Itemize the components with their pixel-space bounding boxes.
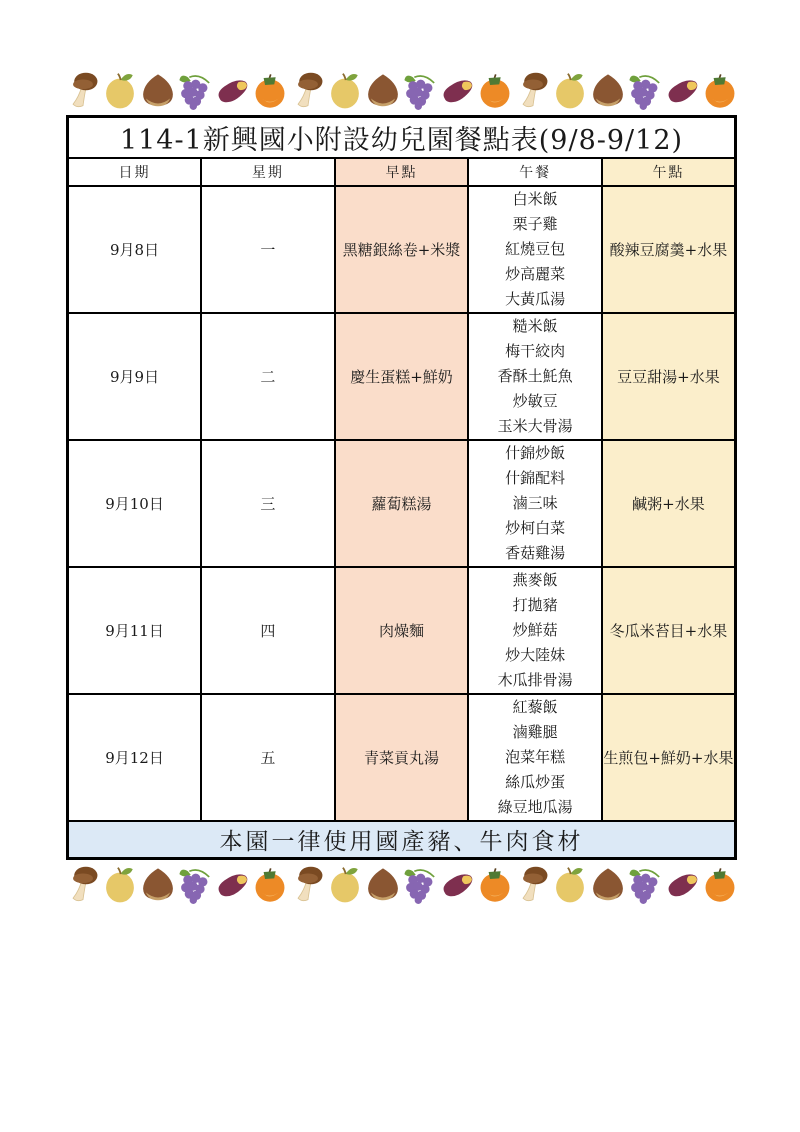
lunch-item: 炒鮮菇: [512, 621, 558, 639]
table-row-friday: [68, 694, 736, 821]
lunch-item: 滷三味: [512, 494, 558, 512]
chestnut-icon: [366, 864, 400, 904]
snack-cell: 豆豆甜湯+水果: [602, 313, 736, 440]
menu-table: [66, 115, 737, 860]
date-cell: 9月9日: [68, 313, 202, 440]
column-header-date: 日期: [68, 158, 202, 186]
lunch-cell: [468, 313, 602, 440]
sweet-potato-icon: [216, 70, 250, 110]
weekday-cell: 三: [201, 440, 335, 567]
weekday-cell: 二: [201, 313, 335, 440]
page-title: 114-1新興國小附設幼兒園餐點表(9/8-9/12): [68, 117, 736, 159]
persimmon-icon: [703, 864, 737, 904]
lunch-item: 綠豆地瓜湯: [497, 798, 573, 816]
lunch-item: 玉米大骨湯: [497, 417, 573, 435]
chestnut-icon: [591, 70, 625, 110]
pear-icon: [103, 864, 137, 904]
lunch-item: 炒柯白菜: [505, 519, 566, 537]
lunch-cell: [468, 567, 602, 694]
lunch-item: 梅干絞肉: [505, 342, 566, 360]
mushroom-icon: [516, 864, 550, 904]
mushroom-icon: [66, 70, 100, 110]
persimmon-icon: [478, 864, 512, 904]
lunch-cell: [468, 186, 602, 313]
mushroom-icon: [291, 864, 325, 904]
lunch-item: 炒高麗菜: [505, 265, 566, 283]
chestnut-icon: [591, 864, 625, 904]
lunch-cell: [468, 440, 602, 567]
lunch-item: 糙米飯: [512, 317, 558, 335]
lunch-item: 炒大陸妹: [505, 646, 566, 664]
column-header-row: [68, 158, 736, 186]
persimmon-icon: [478, 70, 512, 110]
lunch-item: 栗子雞: [512, 215, 558, 233]
lunch-item: 打拋豬: [512, 596, 558, 614]
breakfast-cell: 黑糖銀絲卷+米漿: [335, 186, 469, 313]
date-cell: 9月8日: [68, 186, 202, 313]
table-row-monday: [68, 186, 736, 313]
lunch-item: 大黃瓜湯: [505, 290, 566, 308]
weekday-cell: 四: [201, 567, 335, 694]
footer-note: 本園一律使用國產豬、牛肉食材: [68, 821, 736, 858]
snack-cell: 鹹粥+水果: [602, 440, 736, 567]
column-header-snack: 午點: [602, 158, 736, 186]
pear-icon: [553, 70, 587, 110]
breakfast-cell: 肉燥麵: [335, 567, 469, 694]
lunch-item: 白米飯: [512, 190, 558, 208]
chestnut-icon: [366, 70, 400, 110]
grapes-icon: [628, 70, 662, 110]
sweet-potato-icon: [666, 70, 700, 110]
table-row-tuesday: [68, 313, 736, 440]
lunch-item: 炒敏豆: [512, 392, 558, 410]
column-header-lunch: 午餐: [468, 158, 602, 186]
table-row-wednesday: [68, 440, 736, 567]
sweet-potato-icon: [666, 864, 700, 904]
snack-cell: 酸辣豆腐羹+水果: [602, 186, 736, 313]
weekday-cell: 五: [201, 694, 335, 821]
mushroom-icon: [291, 70, 325, 110]
lunch-item: 什錦炒飯: [505, 444, 566, 462]
lunch-item: 泡菜年糕: [505, 748, 566, 766]
sweet-potato-icon: [216, 864, 250, 904]
mushroom-icon: [516, 70, 550, 110]
pear-icon: [553, 864, 587, 904]
table-row-thursday: [68, 567, 736, 694]
pear-icon: [328, 70, 362, 110]
lunch-item: 絲瓜炒蛋: [505, 773, 566, 791]
lunch-item: 木瓜排骨湯: [497, 671, 573, 689]
mushroom-icon: [66, 864, 100, 904]
persimmon-icon: [253, 70, 287, 110]
snack-cell: 冬瓜米苔目+水果: [602, 567, 736, 694]
pear-icon: [103, 70, 137, 110]
pear-icon: [328, 864, 362, 904]
sweet-potato-icon: [441, 70, 475, 110]
breakfast-cell: 青菜貢丸湯: [335, 694, 469, 821]
lunch-item: 香酥土魠魚: [497, 367, 573, 385]
date-cell: 9月11日: [68, 567, 202, 694]
footer-row: [68, 821, 736, 858]
grapes-icon: [628, 864, 662, 904]
lunch-item: 香菇雞湯: [505, 544, 566, 562]
chestnut-icon: [141, 864, 175, 904]
chestnut-icon: [141, 70, 175, 110]
lunch-item: 什錦配料: [505, 469, 566, 487]
weekday-cell: 一: [201, 186, 335, 313]
date-cell: 9月10日: [68, 440, 202, 567]
lunch-item: 滷雞腿: [512, 723, 558, 741]
breakfast-cell: 蘿蔔糕湯: [335, 440, 469, 567]
persimmon-icon: [703, 70, 737, 110]
lunch-item: 紅藜飯: [512, 698, 558, 716]
grapes-icon: [178, 864, 212, 904]
snack-cell: 生煎包+鮮奶+水果: [602, 694, 736, 821]
lunch-cell: [468, 694, 602, 821]
sweet-potato-icon: [441, 864, 475, 904]
menu-page: [66, 70, 737, 904]
fruit-border-top: [66, 70, 737, 110]
fruit-border-bottom: [66, 864, 737, 904]
grapes-icon: [178, 70, 212, 110]
grapes-icon: [403, 70, 437, 110]
grapes-icon: [403, 864, 437, 904]
column-header-weekday: 星期: [201, 158, 335, 186]
lunch-item: 紅燒豆包: [505, 240, 566, 258]
persimmon-icon: [253, 864, 287, 904]
column-header-breakfast: 早點: [335, 158, 469, 186]
date-cell: 9月12日: [68, 694, 202, 821]
lunch-item: 燕麥飯: [512, 571, 558, 589]
breakfast-cell: 慶生蛋糕+鮮奶: [335, 313, 469, 440]
title-row: [68, 117, 736, 159]
